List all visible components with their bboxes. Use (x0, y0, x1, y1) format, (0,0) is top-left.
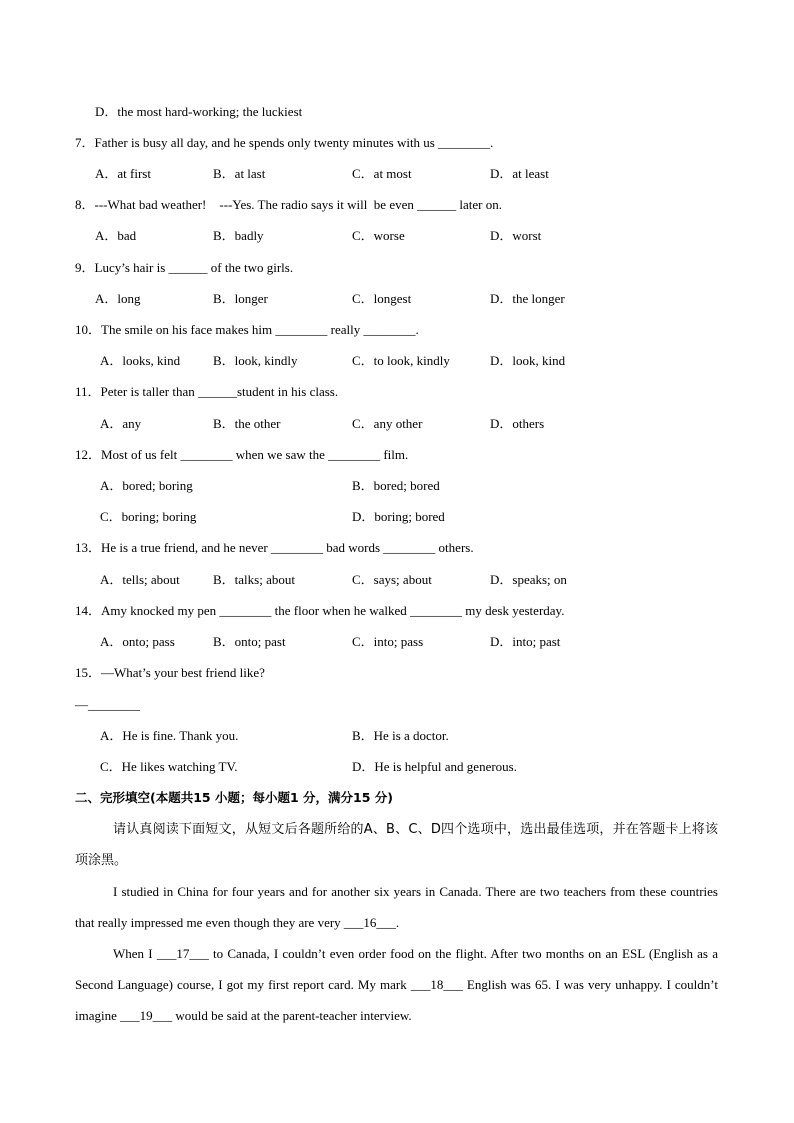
question-7-option-a: A．at first (95, 166, 151, 181)
question-11-stem: 11．Peter is taller than ______student in his class. (75, 384, 339, 399)
question-10-stem: 10．The smile on his face makes him ________ really ________. (75, 322, 419, 337)
question-12-option-c: C．boring; boring (100, 509, 197, 524)
question-15-option-b: B．He is a doctor. (352, 728, 449, 743)
question-7-stem: 7．Father is busy all day, and he spends only twenty minutes with us ________. (75, 135, 494, 150)
question-14-option-d: D．into; past (490, 634, 561, 649)
question-9-option-d: D．the longer (490, 291, 565, 306)
question-14-option-b: B．onto; past (213, 634, 286, 649)
question-8-option-a: A．bad (95, 228, 137, 243)
question-15-option-c: C．He likes watching TV. (100, 759, 238, 774)
q6-option-d: D．the most hard-working; the luckiest (95, 104, 303, 119)
question-9-stem: 9．Lucy’s hair is ______ of the two girls. (75, 260, 294, 275)
question-11-option-c: C．any other (352, 416, 423, 431)
question-13-option-d: D．speaks; on (490, 572, 567, 587)
question-9-option-b: B．longer (213, 291, 268, 306)
question-10-option-c: C．to look, kindly (352, 353, 450, 368)
question-11-option-a: A．any (100, 416, 142, 431)
cloze-passage (75, 814, 718, 1031)
question-11-option-d: D．others (490, 416, 545, 431)
question-9-option-c: C．longest (352, 291, 412, 306)
question-9-option-a: A．long (95, 291, 141, 306)
passage-paragraph-1: I studied in China for four years and for another six years in Canada. There are two teachers from these countries that really impressed me even though they are very ___16___. (75, 884, 718, 930)
question-14-stem: 14．Amy knocked my pen ________ the floor when he walked ________ my desk yesterday. (75, 603, 565, 618)
question-12-option-d: D．boring; bored (352, 509, 445, 524)
question-12-option-a: A．bored; boring (100, 478, 193, 493)
question-8-option-b: B．badly (213, 228, 264, 243)
question-14-option-c: C．into; pass (352, 634, 424, 649)
question-8-option-d: D．worst (490, 228, 542, 243)
question-15-stem: 15．—What’s your best friend like? (75, 665, 265, 680)
question-15-option-a: A．He is fine. Thank you. (100, 728, 239, 743)
question-10-option-b: B．look, kindly (213, 353, 298, 368)
question-8-option-c: C．worse (352, 228, 405, 243)
question-7-option-b: B．at last (213, 166, 266, 181)
question-15-answer-line: —________ (75, 697, 140, 712)
question-13-option-a: A．tells; about (100, 572, 180, 587)
question-13-option-b: B．talks; about (213, 572, 295, 587)
cloze-instruction: 请认真阅读下面短文，从短文后各题所给的A、B、C、D四个选项中，选出最佳选项，并在答题卡上将该项涂黑。 (75, 822, 718, 868)
question-12-option-b: B．bored; bored (352, 478, 440, 493)
question-12-stem: 12．Most of us felt ________ when we saw the ________ film. (75, 447, 409, 462)
question-8-stem: 8．---What bad weather! ---Yes. The radio says it will be even ______ later on. (75, 197, 502, 212)
question-11-option-b: B．the other (213, 416, 281, 431)
passage-paragraph-2: When I ___17___ to Canada, I couldn’t even order food on the flight. After two months on an ESL (English as a Second Language) course, I got my first report card. My mark ___18___ English was 65. I was very unhappy. I couldn’t imagine ___19___ would be said at the parent-teacher interview. (75, 946, 718, 1023)
question-14-option-a: A．onto; pass (100, 634, 175, 649)
question-10-option-d: D．look, kind (490, 353, 566, 368)
question-13-option-c: C．says; about (352, 572, 432, 587)
question-13-stem: 13．He is a true friend, and he never ________ bad words ________ others. (75, 540, 474, 555)
question-7-option-d: D．at least (490, 166, 549, 181)
question-7-option-c: C．at most (352, 166, 412, 181)
question-10-option-a: A．looks, kind (100, 353, 181, 368)
section-heading: 二、完形填空(本题共15 小题；每小题1 分，满分15 分) (75, 790, 393, 805)
question-15-option-d: D．He is helpful and generous. (352, 759, 517, 774)
